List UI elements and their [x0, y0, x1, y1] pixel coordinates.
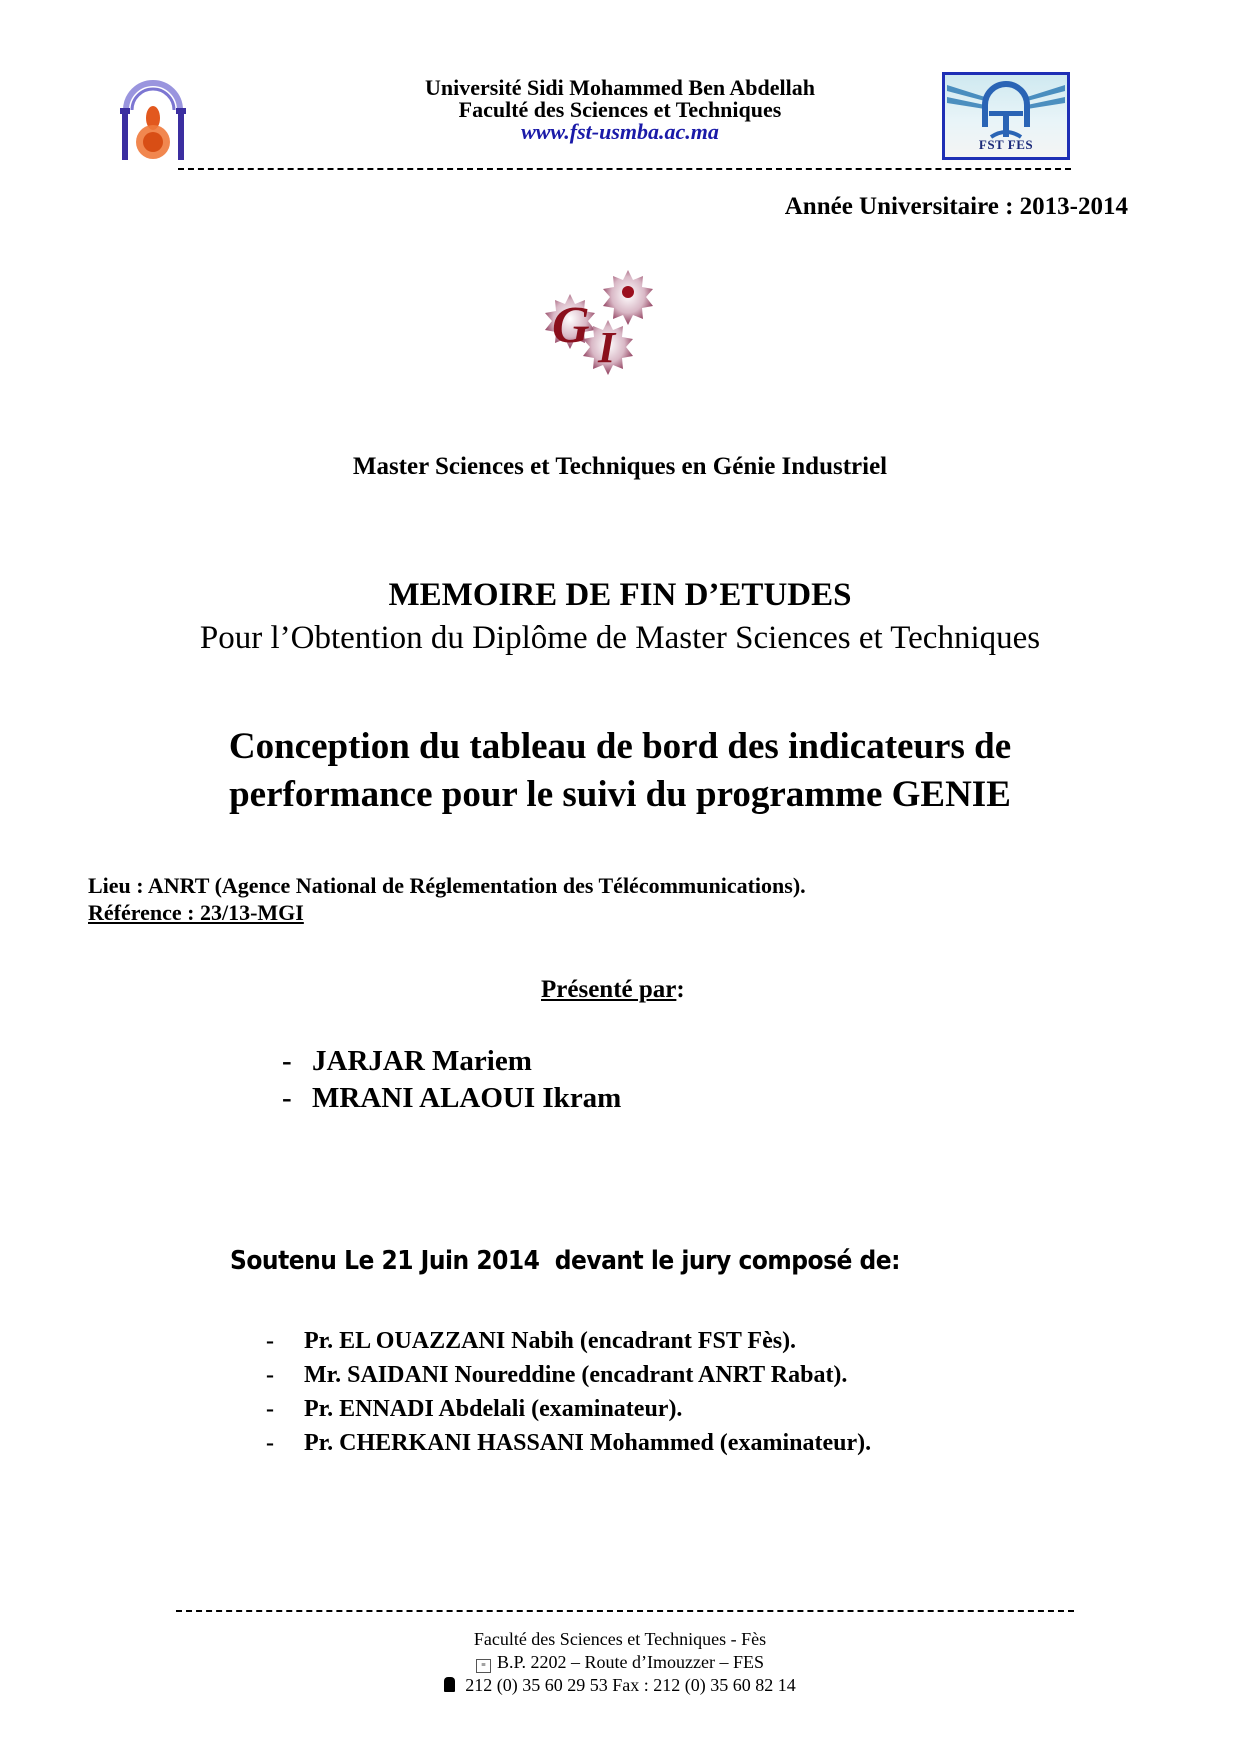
jury-member: Mr. SAIDANI Noureddine (encadrant ANRT Rabat). — [304, 1362, 848, 1388]
presented-by-colon: : — [676, 976, 685, 1003]
thesis-title-line1: Conception du tableau de bord des indicateurs de — [228, 726, 1012, 767]
defense-heading: Soutenu Le 21 Juin 2014 devant le jury composé de: — [230, 1246, 900, 1276]
jury-member: Pr. EL OUAZZANI Nabih (encadrant FST Fès). — [304, 1328, 797, 1354]
svg-text:I: I — [598, 323, 616, 372]
reference: Référence : 23/13-MGI — [88, 900, 304, 925]
list-dash: - — [266, 1396, 274, 1422]
telephone-icon — [444, 1677, 455, 1692]
jury-member: Pr. CHERKANI HASSANI Mohammed (examinateur). — [304, 1430, 872, 1456]
author-item — [282, 1043, 621, 1080]
author-name: JARJAR Mariem — [312, 1045, 532, 1077]
fst-fes-logo-icon — [942, 72, 1070, 160]
gi-gear-logo-icon — [540, 262, 670, 377]
list-dash: - — [266, 1362, 274, 1388]
author-name: MRANI ALAOUI Ikram — [312, 1082, 622, 1114]
list-dash: - — [282, 1045, 292, 1077]
academic-year: Année Universitaire : 2013-2014 — [784, 193, 1128, 220]
memoire-title: MEMOIRE DE FIN D’ETUDES — [388, 577, 852, 613]
thesis-title-line2: performance pour le suivi du programme GENIE — [229, 774, 1011, 815]
list-dash: - — [266, 1430, 274, 1456]
jury-list — [266, 1324, 871, 1460]
jury-member: Pr. ENNADI Abdelali (examinateur). — [304, 1396, 683, 1422]
header-divider — [178, 168, 1071, 170]
presented-by-label: Présenté par — [541, 976, 677, 1003]
university-name: Université Sidi Mohammed Ben Abdellah — [425, 75, 815, 100]
footer-faculty: Faculté des Sciences et Techniques - Fès — [473, 1629, 767, 1649]
jury-item — [266, 1392, 871, 1426]
list-dash: - — [266, 1328, 274, 1354]
website-link[interactable]: www.fst-usmba.ac.ma — [521, 119, 719, 144]
fst-fes-logo-text: FST FES — [978, 137, 1034, 152]
program-name: Master Sciences et Techniques en Génie Industriel — [352, 453, 888, 480]
jury-item — [266, 1426, 871, 1460]
jury-item — [266, 1358, 871, 1392]
mailbox-icon: ≡ — [476, 1659, 491, 1673]
footer-address — [0, 1651, 1240, 1673]
footer-address-text: B.P. 2202 – Route d’Imouzzer – FES — [497, 1652, 764, 1672]
footer-divider — [176, 1610, 1074, 1612]
footer-contact — [0, 1674, 1240, 1696]
author-item — [282, 1080, 621, 1117]
svg-text:G: G — [552, 297, 590, 354]
jury-item — [266, 1324, 871, 1358]
presented-by-heading — [541, 975, 685, 1005]
memoire-subtitle: Pour l’Obtention du Diplôme de Master Sciences et Techniques — [199, 620, 1041, 656]
faculty-name: Faculté des Sciences et Techniques — [458, 97, 782, 122]
lieu: Lieu : ANRT (Agence National de Réglementation des Télécommunications). — [88, 873, 806, 898]
list-dash: - — [282, 1082, 292, 1114]
footer-phone-fax: 212 (0) 35 60 29 53 Fax : 212 (0) 35 60 82 14 — [465, 1675, 796, 1695]
authors-list — [282, 1043, 621, 1117]
